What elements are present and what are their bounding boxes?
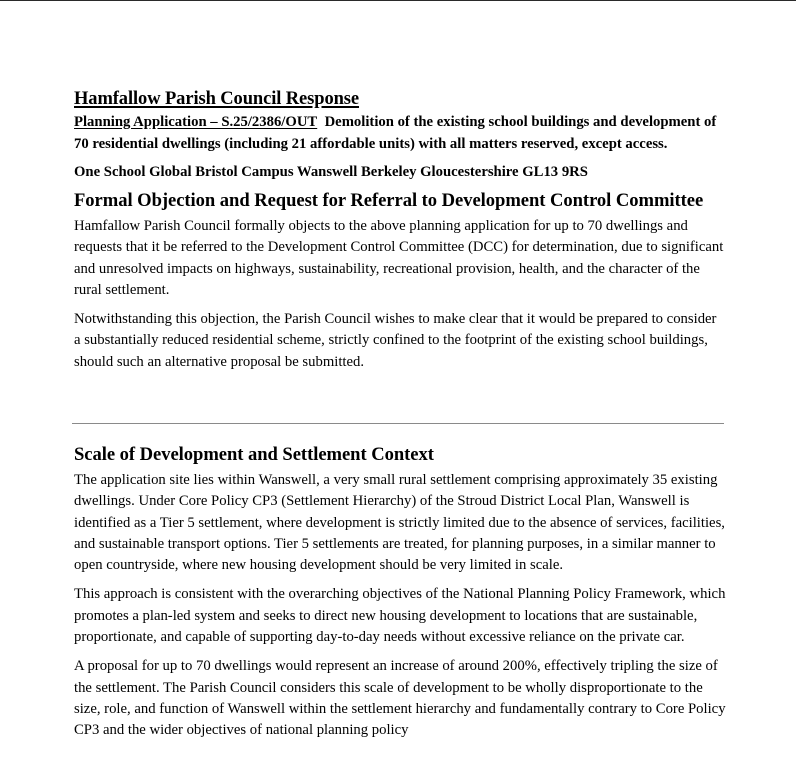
paragraph: The application site lies within Wanswell, a very small rural settlement comprising approximately 35 existing dwellings. Under Core Policy CP3 (Settlement Hierarchy) of the Stroud District Local Plan, Wanswell is identified as a Tier 5 settlement, where development is strictly limited due to the absence of services, facilities, and sustainable transport options. Tier 5 settlements are treated, for planning purposes, in a similar manner to open countryside, where new housing development should be very limited in scale. <box>74 472 725 574</box>
paragraph: Hamfallow Parish Council formally objects to the above planning application for up to 70 dwellings and requests that it be referred to the Development Control Committee (DCC) for determination, due to significant and unresolved impacts on highways, sustainability, recreational provision, health, and the character of the rural settlement. <box>74 218 724 298</box>
top-border <box>0 0 796 1</box>
section-divider <box>72 423 724 424</box>
document-title: Hamfallow Parish Council Response <box>74 89 360 109</box>
document-body <box>74 88 726 373</box>
paragraph: A proposal for up to 70 dwellings would represent an increase of around 200%, effectively tripling the size of the settlement. The Parish Council considers this scale of development to be wholly disproportionate to the size, role, and function of Wanswell within the settlement hierarchy and fundamentally contrary to Core Policy CP3 and the wider objectives of national planning policy <box>74 658 726 739</box>
application-description: Demolition of the existing school buildings and development of 70 residential dwellings (including 21 affordable units) with all matters reserved, except access. <box>74 114 717 152</box>
application-reference <box>74 112 726 155</box>
paragraph: Notwithstanding this objection, the Parish Council wishes to make clear that it would be prepared to consider a substantially reduced residential scheme, strictly confined to the footprint of the existing school buildings, should such an alternative proposal be submitted. <box>74 311 717 370</box>
section-heading: Formal Objection and Request for Referral to Development Control Committee <box>74 190 704 211</box>
site-address: One School Global Bristol Campus Wanswell Berkeley Gloucestershire GL13 9RS <box>74 164 588 180</box>
paragraph: This approach is consistent with the overarching objectives of the National Planning Policy Framework, which promotes a plan-led system and seeks to direct new housing development to locations that are sustainable, proportionate, and capable of supporting day-to-day needs without excessive reliance on the private car. <box>74 586 726 646</box>
section-heading: Scale of Development and Settlement Context <box>74 444 434 465</box>
section-scale-of-development <box>74 443 726 742</box>
section-formal-objection <box>74 189 726 373</box>
application-ref-code: Planning Application – S.25/2386/OUT <box>74 114 318 130</box>
